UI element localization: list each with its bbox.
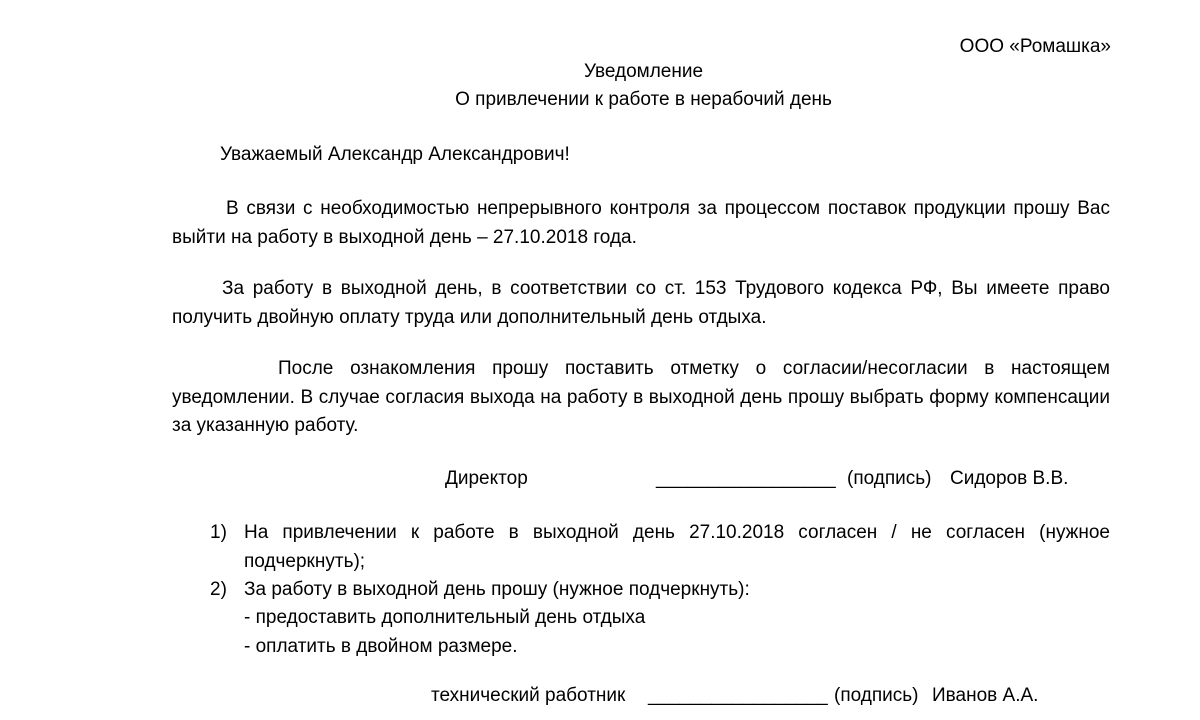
employee-signature-line: _________________: [648, 685, 828, 706]
option-double-pay: - оплатить в двойном размере.: [244, 636, 518, 657]
document-subtitle: О привлечении к работе в нерабочий день: [455, 89, 832, 110]
list-item-text: За работу в выходной день прошу (нужное подчеркнуть):: [244, 579, 750, 600]
list-item-text: На привлечении к работе в выходной день 27.10.2018 согласен / не согласен (нужное подчеркнуть);: [244, 522, 1110, 572]
option-extra-day-off: - предоставить дополнительный день отдыха: [244, 607, 646, 628]
paragraph-request: В связи с необходимостью непрерывного контроля за процессом поставок продукции прошу Вас выйти на работу в выходной день – 27.10.2018 года.: [172, 198, 1110, 248]
paragraph-instructions: После ознакомления прошу поставить отметку о согласии/несогласии в настоящем уведомлении. В случае согласия выхода на работу в выходной день прошу выбрать форму компенсации за указанную работу.: [172, 358, 1110, 436]
document-title: Уведомление: [583, 61, 704, 82]
list-item-number: 2): [210, 579, 227, 600]
director-signature-line: _________________: [656, 468, 836, 489]
list-item-number: 1): [210, 522, 227, 543]
employee-role: технический работник: [431, 685, 626, 706]
director-signature-caption: (подпись): [847, 468, 932, 489]
employee-name: Иванов А.А.: [932, 685, 1039, 706]
director-name: Сидоров В.В.: [950, 468, 1069, 489]
employee-signature-caption: (подпись): [834, 685, 919, 706]
paragraph-compensation: За работу в выходной день, в соответствии со ст. 153 Трудового кодекса РФ, Вы имеете право получить двойную оплату труда или дополнительный день отдыха.: [172, 278, 1110, 328]
company-name: ООО «Ромашка»: [959, 36, 1111, 57]
greeting: Уважаемый Александр Александрович!: [220, 144, 570, 165]
director-role: Директор: [445, 468, 528, 489]
